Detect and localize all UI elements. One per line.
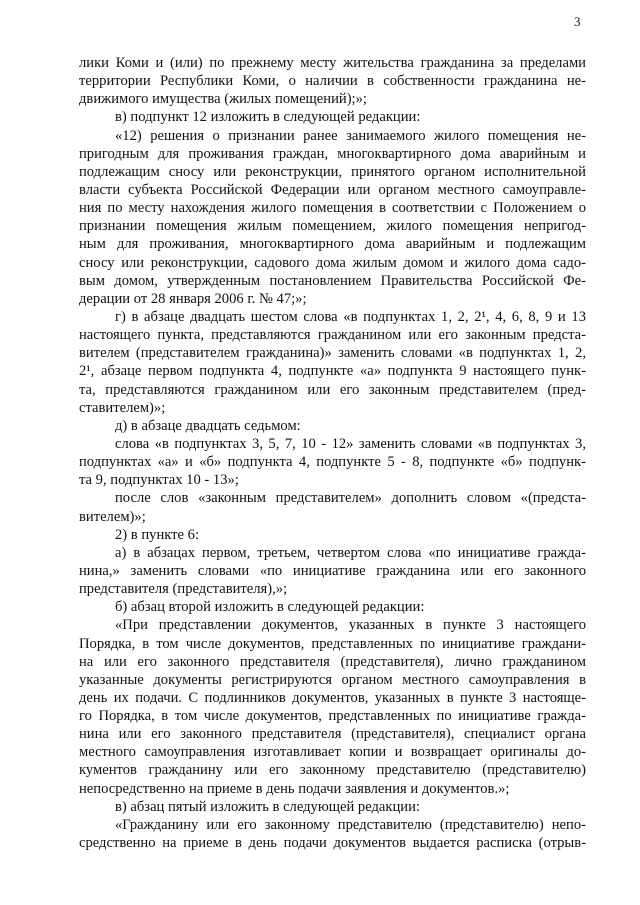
text-line: лики Коми и (или) по прежнему месту жительства гражданина за пределами — [79, 55, 586, 71]
text-line: власти субъекта Российской Федерации или органом местного самоуправле- — [79, 181, 586, 198]
text-line: г) в абзаце двадцать шестом слова «в подпунктах 1, 2, 2¹, 4, 6, 8, 9 и 13 — [115, 308, 586, 325]
text-line: вым домом, утвержденным постановлением Правительства Российской Фе- — [79, 272, 586, 289]
text-line: настоящего пункта, представляются гражданином или его законным предста- — [79, 327, 586, 344]
text-line: «Гражданину или его законному представителю (представителю) непо- — [115, 816, 586, 833]
text-line: д) в абзаце двадцать седьмом: — [115, 417, 301, 434]
text-line: б) абзац второй изложить в следующей редакции: — [115, 599, 425, 616]
text-line: указанные документы регистрируются органом местного самоуправления в — [79, 671, 586, 688]
text-line: ния по месту нахождения жилого помещения в соответствии с Положением о — [79, 200, 586, 217]
text-line: в) абзац пятый изложить в следующей редакции: — [115, 798, 420, 815]
text-line: ным для проживания, многоквартирного дома аварийным и подлежащим — [79, 236, 586, 253]
text-line: пригодным для проживания граждан, многоквартирного дома аварийным и — [79, 145, 586, 162]
text-line: а) в абзацах первом, третьем, четвертом слова «по инициативе гражда- — [115, 544, 586, 561]
text-line: в) подпункт 12 изложить в следующей редакции: — [115, 109, 421, 126]
text-line: слова «в подпунктах 3, 5, 7, 10 - 12» заменить словами «в подпунктах 3, — [115, 435, 586, 452]
text-line: непосредственно на приеме в день подачи заявления и документов.»; — [79, 780, 510, 797]
text-line: дерации от 28 января 2006 г. № 47;»; — [79, 290, 307, 307]
document-body — [79, 54, 586, 852]
text-line: кументов гражданину или его законному представителю (представителю) — [79, 762, 586, 779]
text-line: ставителем)»; — [79, 399, 166, 416]
text-line: средственно на приеме в день подачи документов выдается расписка (отрыв- — [79, 835, 586, 852]
text-line: сносу или реконструкции, садового дома жилым домом и жилого дома садо- — [79, 254, 586, 271]
text-line: представителя (представителя),»; — [79, 581, 288, 598]
text-line: подпунктах «а» и «б» подпункта 4, подпункте 5 - 8, подпункте «б» подпунк- — [79, 454, 586, 471]
text-line: нина,» заменить словами «по инициативе гражданина или его законного — [79, 562, 586, 579]
text-line: вителем)»; — [79, 508, 146, 525]
text-line: местного самоуправления изготавливает копии и возвращает оригиналы до- — [79, 744, 586, 761]
text-line: движимого имущества (жилых помещений);»; — [79, 91, 367, 108]
text-line: «12) решения о признании ранее занимаемого жилого помещения не- — [115, 127, 586, 144]
text-line: Порядка, в том числе документов, представленных по инициативе граждани- — [79, 635, 586, 652]
text-line: территории Республики Коми, о наличии в собственности гражданина не- — [79, 73, 586, 90]
text-line: го Порядка, в том числе документов, представленных по инициативе гражда- — [79, 708, 586, 725]
text-line: та 9, подпунктах 10 - 13»; — [79, 472, 239, 489]
text-line: признании помещения жилым помещением, жилого помещения непригод- — [79, 218, 586, 235]
text-line: «При представлении документов, указанных в пункте 3 настоящего — [115, 617, 586, 634]
text-line: вителем (представителем гражданина)» заменить словами «в подпунктах 1, 2, — [79, 345, 586, 362]
text-line: на или его законного представителя (представителя), лично гражданином — [79, 653, 586, 670]
text-line: 2) в пункте 6: — [115, 526, 200, 543]
text-line: та, представляются гражданином или его законным представителем (пред- — [79, 381, 586, 398]
text-line: день их подачи. С подлинников документов, указанных в пункте 3 настояще- — [79, 689, 586, 706]
page-number: 3 — [574, 14, 581, 29]
text-line: 2¹, абзаце первом подпункта 4, подпункте «а» подпункта 9 настоящего пунк- — [79, 363, 586, 380]
text-line: подлежащим сносу или реконструкции, принятого органом исполнительной — [79, 163, 586, 180]
text-line: нина или его законного представителя (представителя), специалист органа — [79, 726, 586, 743]
text-line: после слов «законным представителем» дополнить словом «(предста- — [115, 490, 586, 507]
